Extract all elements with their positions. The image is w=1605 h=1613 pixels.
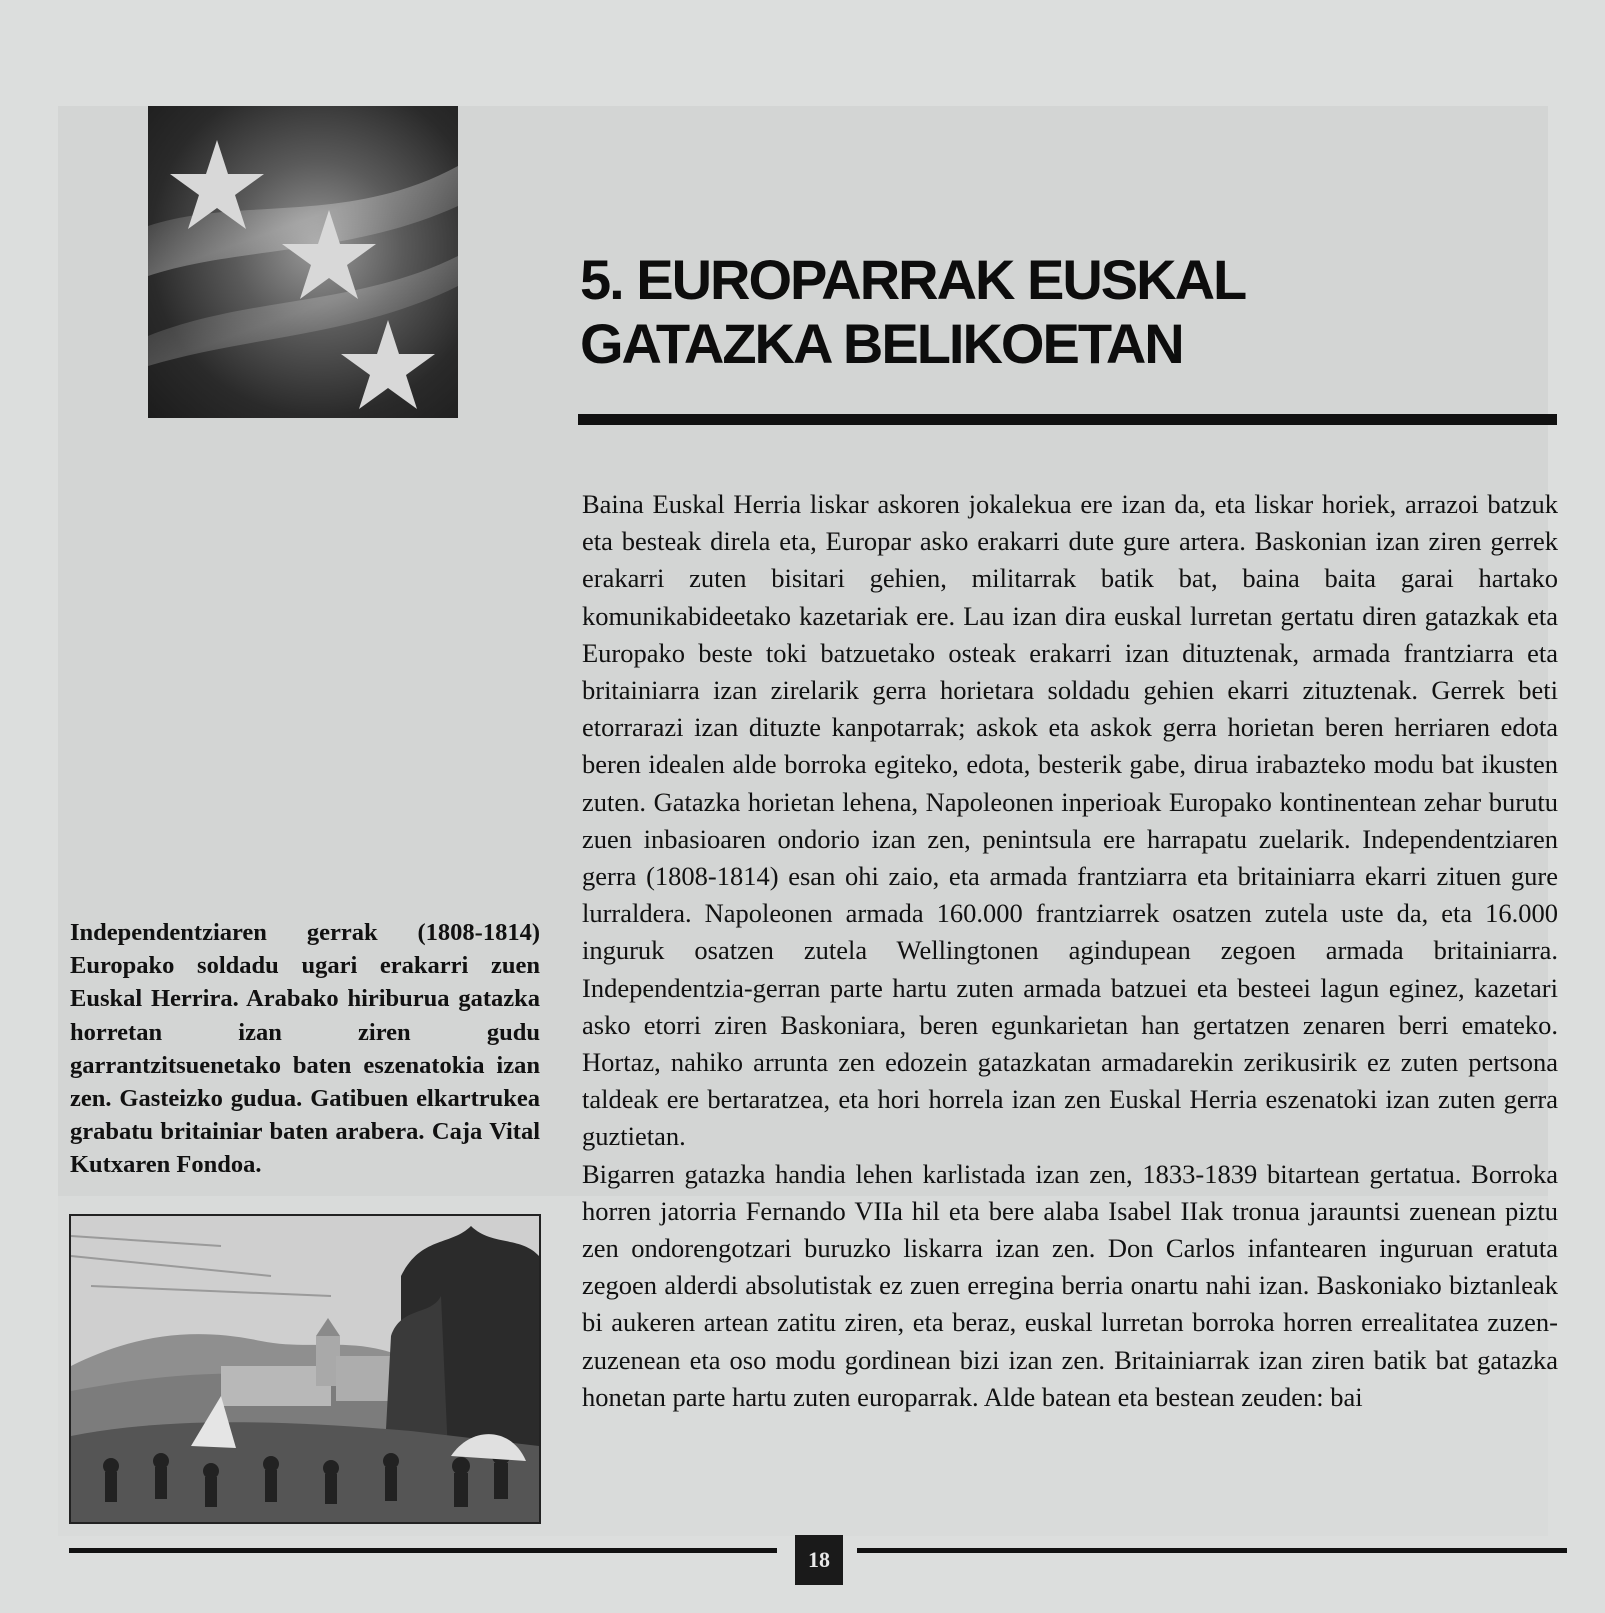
star-icon-group (148, 106, 458, 418)
stars-emblem (148, 106, 458, 418)
image-caption: Independentziaren gerrak (1808-1814) Europako soldadu ugari erakarri zuen Euskal Herrira. Arabako hiriburua gatazka horretan izan ziren gudu garrantzitsuenetako baten eszenatokia izan zen. Gasteizko gudua. Gatibuen elkartrukea grabatu britainiar baten arabera. Caja Vital Kutxaren Fondoa. (70, 919, 540, 1179)
body-paragraph-2: Bigarren gatazka handia lehen karlistada izan zen, 1833-1839 bitartean gertatua. Borroka horren jatorria Fernando VIIa hil eta bere alaba Isabel IIak tronua jarauntsi zuenean piztu zen ondorengotzari buruzko liskarra izan zen. Don Carlos infantearen inguruan eratuta zegoen alderdi absolutistak ez zuen erregina berria onartu nahi izan. Baskoniako biztanleak bi aukeren artean zatitu ziren, eta beraz, euskal lurretan borroka horren errealitatea zuzen-zuzenean eta oso modu gordinean bizi izan zen. Britainiarrak izan ziren batik bat gatazka honetan parte hartu zuten europarrak. Alde batean eta bestean zeuden: bai (582, 1158, 1558, 1412)
body-text (582, 486, 1558, 1416)
footer-rule-left (69, 1548, 777, 1553)
footer-rule-right (857, 1548, 1567, 1553)
body-paragraph-1: Baina Euskal Herria liskar askoren jokalekua ere izan da, eta liskar horiek, arrazoi batzuk eta besteak direla eta, Europar asko erakarri dute gure artera. Baskonian izan ziren gerrek erakarri zuten bisitari gehien, militarrak batik bat, baina baita garai hartako komunikabideetako kazetariak ere. Lau izan dira euskal lurretan gertatu diren gatazkak eta Europako beste toki batzuetako osteak erakarri izan dituztenak, armada frantziarra eta britainiarra izan zirelarik gerra horietara soldadu gehien ekarri zituztenak. Gerrek beti etorrarazi izan dituzte kanpotarrak; askok eta askok gerra horietan beren herriaren edota beren idealen alde borroka egiteko, edota, besterik gabe, dirua irabazteko modu bat ikusten zuten. Gatazka horietan lehena, Napoleonen inperioak Europako kontinentean zehar burutu zuen inbasioaren ondorio izan zen, penintsula ere harrapatu zuelarik. Independentziaren gerra (1808-1814) esan ohi zaio, eta armada frantziarra eta britainiarra ekarri zituen gure lurraldera. Napoleonen armada 160.000 frantziarrek osatzen zutela uste da, eta 16.000 inguruk osatzen zutela Wellingtonen agindupean zegoen armada britainiarra. Independentzia-gerran parte hartu zuten armada batzuei eta besteei lagun eginez, kazetari asko etorri ziren Baskoniara, beren egunkarietan han gertatzen zenaren berri emateko. Hortaz, nahiko arrunta zen edozein gatazkatan armadarekin zerikusirik ez zuten pertsona taldeak ere bertaratzea, eta hori horrela izan zen Euskal Herria eszenatoki izan zuten gerra guztietan. (582, 489, 1558, 1152)
page-number: 18 (795, 1535, 843, 1585)
battle-engraving-image (71, 1216, 539, 1522)
star-icon (341, 320, 435, 409)
title-line-1: 5. EUROPARRAK EUSKAL (580, 248, 1246, 311)
title-line-2: GATAZKA BELIKOETAN (580, 312, 1183, 375)
engraving-illustration (69, 1214, 541, 1524)
title-rule (578, 414, 1557, 425)
page-title (580, 248, 1540, 376)
